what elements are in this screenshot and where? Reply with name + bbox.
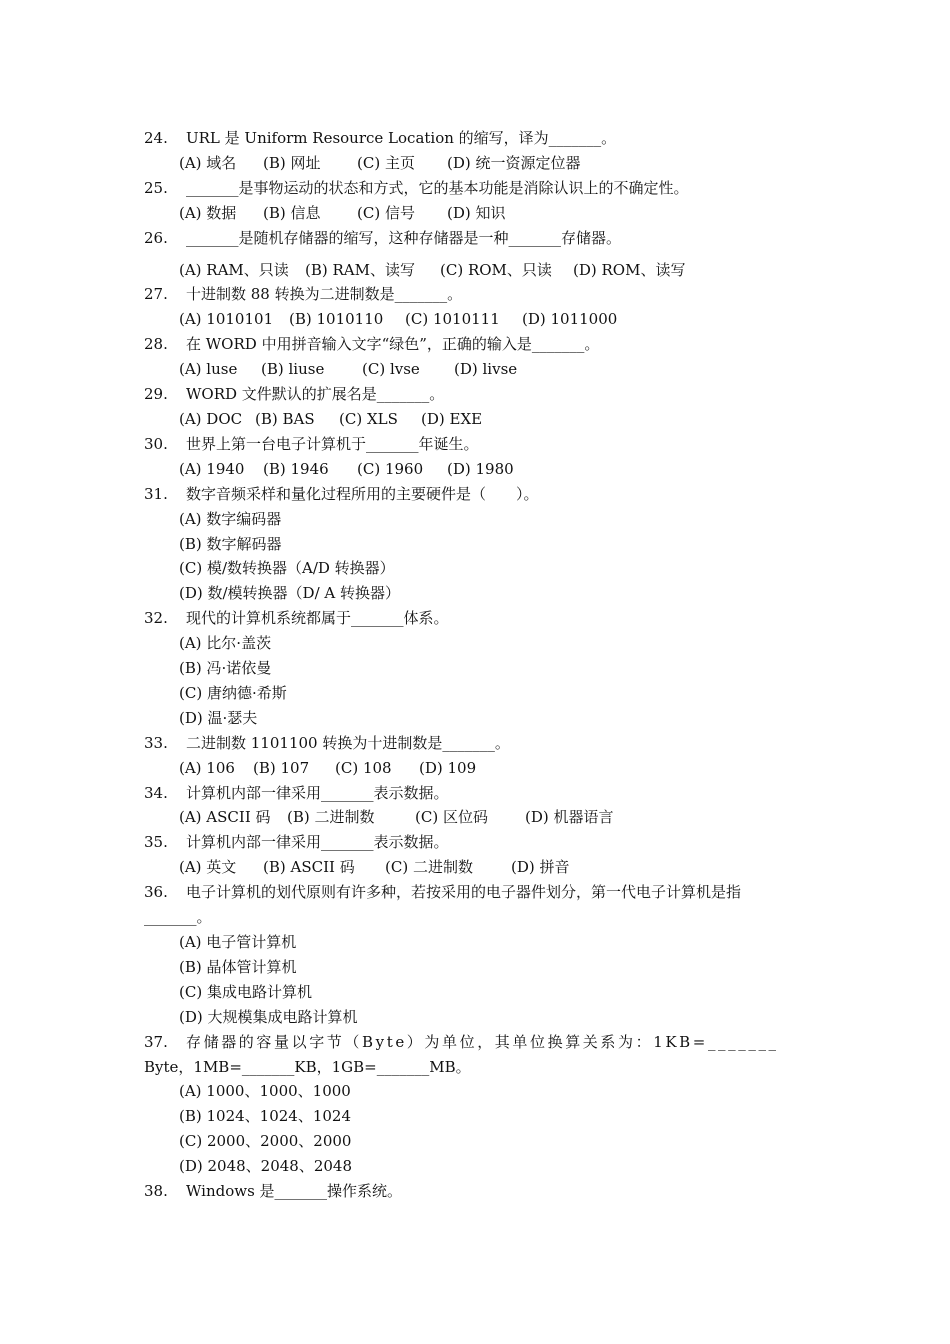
- option-a: (A) 1000、1000、1000: [179, 1082, 351, 1101]
- question-text: 计算机内部一律采用_______表示数据。: [186, 783, 449, 802]
- option-d: (D) 1011000: [522, 310, 618, 329]
- question-36: [144, 880, 812, 905]
- options-row: [144, 201, 812, 226]
- question-number: 24.: [144, 129, 168, 147]
- option-b: (B) 二进制数: [287, 808, 375, 827]
- question-text: 存储器的容量以字节（Byte）为单位，其单位换算关系为：1KB=_______: [186, 1032, 779, 1051]
- option-b: (B) 网址: [263, 153, 321, 172]
- options-row: [144, 457, 812, 482]
- option-a: (A) 英文: [179, 858, 237, 877]
- option-d: (D) 109: [419, 758, 477, 777]
- option-d: (D) 2048、2048、2048: [179, 1157, 353, 1176]
- option-a: (A) luse: [179, 360, 238, 379]
- question-text: 世界上第一台电子计算机于_______年诞生。: [186, 434, 479, 453]
- options-row: [144, 756, 812, 781]
- option-b: (B) 1010110: [289, 310, 384, 329]
- question-text: _______是事物运动的状态和方式，它的基本功能是消除认识上的不确定性。: [186, 178, 689, 197]
- question-number: 34.: [144, 783, 168, 802]
- question-34: [144, 781, 812, 806]
- option-b: (B) 信息: [263, 203, 321, 222]
- question-27: [144, 282, 812, 307]
- option-d: (D) EXE: [421, 409, 483, 428]
- question-35: [144, 830, 812, 855]
- option-c: (C) 模/数转换器（A/D 转换器）: [179, 559, 395, 578]
- option-b: (B) 1946: [263, 459, 329, 478]
- option-c: (C) 二进制数: [385, 858, 473, 877]
- option-c: (C) 1960: [357, 459, 424, 478]
- option-a: (A) 1940: [179, 459, 245, 478]
- question-33: [144, 731, 812, 756]
- question-text: Windows 是_______操作系统。: [186, 1182, 403, 1201]
- question-24: [144, 126, 812, 151]
- question-28: [144, 332, 812, 357]
- option-c: (C) 信号: [357, 203, 415, 222]
- question-number: 27.: [144, 285, 168, 304]
- question-number: 30.: [144, 434, 168, 453]
- question-text: WORD 文件默认的扩展名是_______。: [186, 385, 445, 404]
- option-b: (B) 107: [253, 758, 310, 777]
- question-number: 25.: [144, 178, 168, 197]
- question-number: 31.: [144, 484, 168, 503]
- option-d: (D) 拼音: [511, 858, 570, 877]
- question-number: 33.: [144, 733, 168, 752]
- option-a: (A) 域名: [179, 153, 237, 172]
- option-c: (C) 主页: [357, 153, 415, 172]
- option-a: (A) 数字编码器: [179, 509, 282, 528]
- option-b: (B) 1024、1024、1024: [179, 1107, 352, 1126]
- question-31: [144, 482, 812, 507]
- option-d: (D) 机器语言: [525, 808, 614, 827]
- options-row: [144, 805, 812, 830]
- options-row: [144, 307, 812, 332]
- option-a: (A) 数据: [179, 203, 237, 222]
- option-c: (C) 集成电路计算机: [179, 982, 312, 1001]
- question-text: 现代的计算机系统都属于_______体系。: [186, 609, 449, 628]
- question-number: 38.: [144, 1182, 168, 1201]
- question-32: [144, 606, 812, 631]
- option-c: (C) 唐纳德·希斯: [179, 683, 287, 702]
- option-b: (B) RAM、读写: [305, 260, 415, 279]
- option-a: (A) ASCII 码: [179, 808, 271, 827]
- question-text-continued: _______。: [144, 908, 212, 927]
- question-list: [144, 126, 812, 1204]
- option-d: (D) 大规模集成电路计算机: [179, 1007, 358, 1026]
- question-26: [144, 226, 812, 251]
- option-d: (D) 知识: [447, 203, 506, 222]
- question-text: 十进制数 88 转换为二进制数是_______。: [186, 285, 463, 304]
- question-number: 37.: [144, 1032, 168, 1051]
- question-number: 29.: [144, 385, 168, 404]
- option-a: (A) 电子管计算机: [179, 933, 297, 951]
- option-a: (A) 1010101: [179, 310, 274, 329]
- option-b: (B) 数字解码器: [179, 534, 282, 553]
- question-text: 计算机内部一律采用_______表示数据。: [186, 833, 449, 852]
- options-row: [144, 357, 812, 382]
- question-number: 36.: [144, 883, 168, 902]
- option-d: (D) ROM、读写: [573, 260, 686, 279]
- option-c: (C) 2000、2000、2000: [179, 1132, 352, 1151]
- option-d: (D) 统一资源定位器: [447, 153, 581, 172]
- option-d: (D) livse: [454, 360, 518, 379]
- option-b: (B) liuse: [261, 360, 325, 379]
- option-c: (C) 1010111: [405, 310, 500, 329]
- question-text: URL 是 Uniform Resource Location 的缩写，译为_______。: [186, 129, 617, 147]
- question-number: 28.: [144, 335, 168, 354]
- option-c: (C) ROM、只读: [440, 260, 552, 279]
- question-text: _______是随机存储器的缩写，这种存储器是一种_______存储器。: [186, 228, 622, 247]
- option-d: (D) 数/模转换器（D/ A 转换器）: [179, 584, 401, 603]
- option-b: (B) 冯·诺依曼: [179, 659, 272, 678]
- options-row: [144, 151, 812, 176]
- option-d: (D) 温·瑟夫: [179, 708, 258, 727]
- option-a: (A) DOC: [179, 409, 243, 428]
- question-text: 在 WORD 中用拼音输入文字“绿色”，正确的输入是_______。: [186, 335, 600, 354]
- option-a: (A) 106: [179, 758, 235, 777]
- question-text: 电子计算机的划代原则有许多种，若按采用的电子器件划分，第一代电子计算机是指: [186, 883, 742, 902]
- option-d: (D) 1980: [447, 459, 514, 478]
- option-a: (A) 比尔·盖茨: [179, 634, 272, 653]
- option-c: (C) XLS: [339, 409, 398, 428]
- options-row: [144, 407, 812, 432]
- question-number: 26.: [144, 228, 168, 247]
- option-c: (C) lvse: [362, 360, 420, 379]
- option-b: (B) ASCII 码: [263, 858, 355, 877]
- question-25: [144, 176, 812, 201]
- options-row: [144, 855, 812, 880]
- option-a: (A) RAM、只读: [179, 260, 289, 279]
- option-b: (B) BAS: [255, 409, 315, 428]
- option-b: (B) 晶体管计算机: [179, 957, 297, 976]
- question-37: [144, 1030, 812, 1055]
- question-number: 32.: [144, 609, 168, 628]
- question-text: 二进制数 1101100 转换为十进制数是_______。: [186, 733, 510, 752]
- option-c: (C) 区位码: [415, 808, 488, 827]
- question-number: 35.: [144, 833, 168, 852]
- question-30: [144, 432, 812, 457]
- options-row: [144, 258, 812, 283]
- question-38: [144, 1179, 812, 1204]
- question-29: [144, 382, 812, 407]
- option-c: (C) 108: [335, 758, 392, 777]
- question-text-continued: Byte，1MB=_______KB，1GB=_______MB。: [144, 1057, 471, 1076]
- question-text: 数字音频采样和量化过程所用的主要硬件是（ ）。: [186, 484, 539, 503]
